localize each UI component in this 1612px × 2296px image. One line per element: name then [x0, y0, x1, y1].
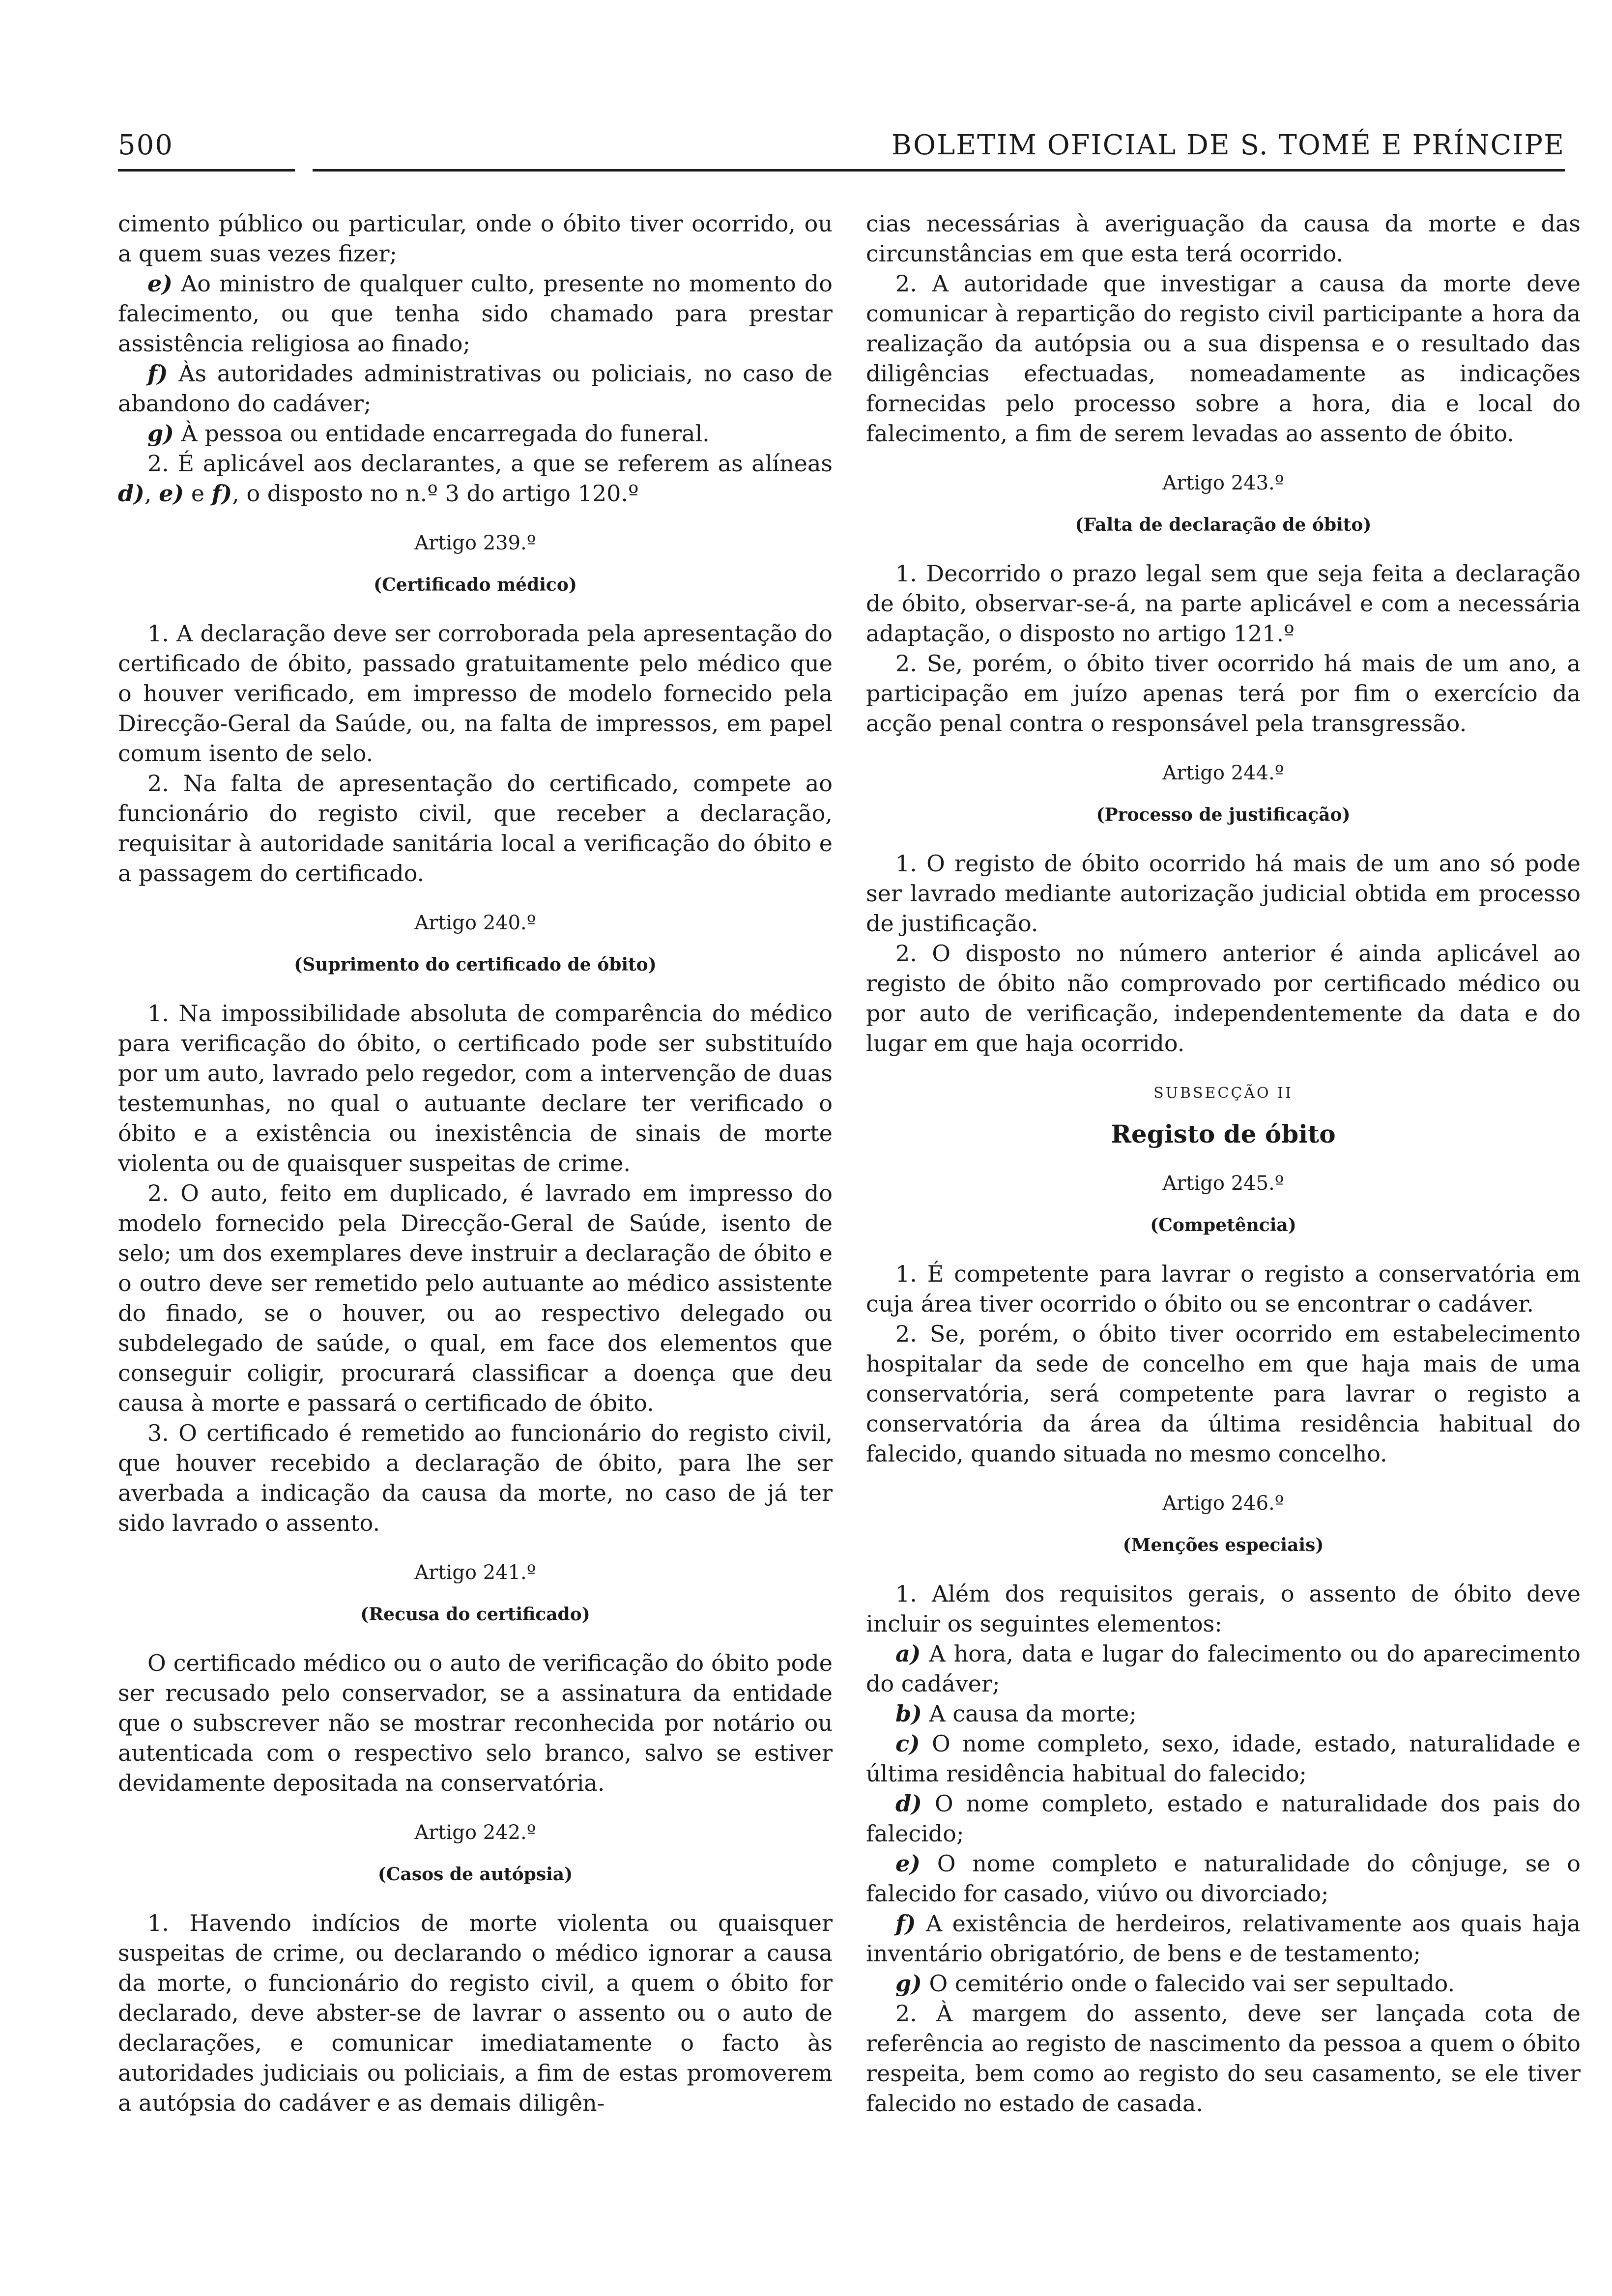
list-mark: c): [895, 1730, 920, 1757]
article-242-p2: 2. A autoridade que investigar a causa da morte deve comunicar à repartição do registo civil participante a hora da realização da autópsia ou a sua dispensa e o resultado das diligências efectuadas, nomeadamente as indicações fornecidas pelo processo sobre a hora, dia e local do falecimento, a fim de serem levadas ao assento de óbito.: [866, 270, 1581, 447]
list-mark: b): [895, 1700, 922, 1727]
list-text: O cemitério onde o falecido vai ser sepultado.: [921, 1970, 1455, 1997]
continued-paragraph-right: cias necessárias à averiguação da causa da morte e das circunstâncias em que esta terá ocorrido.: [866, 210, 1581, 267]
paragraph-2: [118, 449, 833, 509]
article-245-p2: 2. Se, porém, o óbito tiver ocorrido em estabelecimento hospitalar da sede de concelho em que haja mais de uma conservatória, será competente para lavrar o registo a conservatória da área da última residência habitual do falecido, quando situada no mesmo concelho.: [866, 1320, 1581, 1467]
list-item-f: [866, 1909, 1581, 1969]
list-mark: g): [895, 1970, 922, 1997]
list-text: A causa da morte;: [921, 1700, 1137, 1727]
article-240-title: (Suprimento do certificado de óbito): [294, 954, 657, 975]
article-246-p2: 2. À margem do assento, deve ser lançada cota de referência ao registo de nascimento da pessoa a quem o óbito respeita, bem como ao registo do seu casamento, se ele tiver falecido no estado de casada.: [866, 2000, 1581, 2117]
list-item-c: [866, 1729, 1581, 1789]
list-item-a: [866, 1639, 1581, 1699]
article-241-label: Artigo 241.º: [414, 1561, 536, 1584]
article-240-label: Artigo 240.º: [414, 912, 536, 934]
right-column: [866, 209, 1581, 2119]
list-mark: a): [895, 1640, 921, 1667]
item-e-text: Ao ministro de qualquer culto, presente no momento do falecimento, ou que tenha sido chamado para prestar assistência religiosa ao finado;: [118, 270, 833, 357]
article-246-label: Artigo 246.º: [1162, 1492, 1284, 1515]
continued-paragraph: cimento público ou particular, onde o óbito tiver ocorrido, ou a quem suas vezes fizer;: [118, 210, 833, 267]
p2-sep-2: e: [184, 480, 212, 507]
item-f-mark: f): [147, 360, 168, 387]
article-240-p1: 1. Na impossibilidade absoluta de comparência do médico para verificação do óbito, o certificado pode ser substituído por um auto, lavrado pelo regedor, com a intervenção de duas testemunhas, no qual o autuante declare ter verificado o óbito e a existência ou inexistência de sinais de morte violenta ou de quaisquer suspeitas de crime.: [118, 1000, 833, 1177]
item-f-text: Às autoridades administrativas ou policiais, no caso de abandono do cadáver;: [118, 360, 833, 417]
journal-title: BOLETIM OFICIAL DE S. TOMÉ E PRÍNCIPE: [891, 129, 1565, 161]
subsection-label: SUBSECÇÃO II: [1153, 1085, 1293, 1102]
item-g: [118, 419, 833, 449]
p2-mark-f: f): [211, 480, 232, 507]
article-242-title: (Casos de autópsia): [377, 1864, 573, 1885]
item-g-text: À pessoa ou entidade encarregada do funeral.: [173, 420, 710, 447]
header-rule-left: [118, 169, 295, 172]
item-f: [118, 359, 833, 419]
article-239-title: (Certificado médico): [374, 574, 577, 595]
header-rule-right: [313, 169, 1565, 172]
running-header: [118, 117, 1565, 161]
article-243-title: (Falta de declaração de óbito): [1075, 515, 1372, 535]
article-245-p1: 1. É competente para lavrar o registo a conservatória em cuja área tiver ocorrido o óbito ou se encontrar o cadáver.: [866, 1261, 1581, 1317]
p2-text-a: 2. É aplicável aos declarantes, a que se referem as alíneas: [147, 450, 833, 477]
article-243-label: Artigo 243.º: [1162, 472, 1284, 494]
list-text: O nome completo, sexo, idade, estado, naturalidade e última residência habitual do falecido;: [866, 1730, 1581, 1787]
list-item-d: [866, 1789, 1581, 1849]
article-243-p2: 2. Se, porém, o óbito tiver ocorrido há mais de um ano, a participação em juízo apenas terá por fim o exercício da acção penal contra o responsável pela transgressão.: [866, 650, 1581, 737]
list-text: A hora, data e lugar do falecimento ou do aparecimento do cadáver;: [866, 1640, 1581, 1697]
p2-sep-1: ,: [144, 480, 159, 507]
article-244-title: (Processo de justificação): [1096, 804, 1351, 825]
list-mark: f): [895, 1910, 916, 1937]
list-text: A existência de herdeiros, relativamente aos quais haja inventário obrigatório, de bens e de testamento;: [866, 1910, 1581, 1967]
article-246-p1: 1. Além dos requisitos gerais, o assento de óbito deve incluir os seguintes elementos:: [866, 1580, 1581, 1637]
p2-text-b: , o disposto no n.º 3 do artigo 120.º: [232, 480, 639, 507]
item-e: [118, 269, 833, 359]
article-241-p1: O certificado médico ou o auto de verificação do óbito pode ser recusado pelo conservador, se a assinatura da entidade que o subscrever não se mostrar reconhecida por notário ou autenticada com o respectivo selo branco, salvo se estiver devidamente depositada na conservatória.: [118, 1650, 833, 1796]
article-241-title: (Recusa do certificado): [360, 1604, 590, 1625]
page-number: 500: [118, 129, 173, 161]
list-item-e: [866, 1849, 1581, 1909]
article-245-label: Artigo 245.º: [1162, 1172, 1284, 1195]
p2-mark-d: d): [118, 480, 144, 507]
left-column: [118, 209, 833, 2118]
list-text: O nome completo e naturalidade do cônjuge, se o falecido for casado, viúvo ou divorciado;: [866, 1850, 1581, 1907]
list-mark: e): [895, 1850, 921, 1877]
article-242-p1: 1. Havendo indícios de morte violenta ou quaisquer suspeitas de crime, ou declarando o médico ignorar a causa da morte, o funcionário do registo civil, a quem o óbito for declarado, deve abster-se de lavrar o assento ou o auto de declarações, e comunicar imediatamente o facto às autoridades judiciais ou policiais, a fim de estas promoverem a autópsia do cadáver e as demais diligên-: [118, 1910, 833, 2116]
item-g-mark: g): [147, 420, 174, 447]
list-mark: d): [895, 1790, 922, 1817]
list-item-g: [866, 1969, 1581, 1999]
article-244-label: Artigo 244.º: [1162, 762, 1284, 784]
list-item-b: [866, 1699, 1581, 1729]
article-239-p2: 2. Na falta de apresentação do certificado, compete ao funcionário do registo civil, que receber a declaração, requisitar à autoridade sanitária local a verificação do óbito e a passagem do certificado.: [118, 770, 833, 887]
article-244-p2: 2. O disposto no número anterior é ainda aplicável ao registo de óbito não comprovado por certificado médico ou por auto de verificação, independentemente da data e do lugar em que haja ocorrido.: [866, 940, 1581, 1057]
article-245-title: (Competência): [1150, 1215, 1296, 1235]
section-title: Registo de óbito: [1111, 1119, 1336, 1148]
article-239-p1: 1. A declaração deve ser corroborada pela apresentação do certificado de óbito, passado gratuitamente pelo médico que o houver verificado, em impresso de modelo fornecido pela Direcção-Geral da Saúde, ou, na falta de impressos, em papel comum isento de selo.: [118, 620, 833, 767]
list-text: O nome completo, estado e naturalidade dos pais do falecido;: [866, 1790, 1581, 1847]
item-e-mark: e): [147, 270, 173, 297]
article-240-p3: 3. O certificado é remetido ao funcionário do registo civil, que houver recebido a declaração de óbito, para lhe ser averbada a indicação da causa da morte, no caso de já ter sido lavrado o assento.: [118, 1420, 833, 1536]
p2-mark-e: e): [159, 480, 184, 507]
article-243-p1: 1. Decorrido o prazo legal sem que seja feita a declaração de óbito, observar-se-á, na parte aplicável e com a necessária adaptação, o disposto no artigo 121.º: [866, 560, 1581, 647]
article-239-label: Artigo 239.º: [414, 532, 536, 554]
article-246-title: (Menções especiais): [1123, 1535, 1324, 1555]
article-244-p1: 1. O registo de óbito ocorrido há mais de um ano só pode ser lavrado mediante autorização judicial obtida em processo de justificação.: [866, 850, 1581, 937]
article-240-p2: 2. O auto, feito em duplicado, é lavrado em impresso do modelo fornecido pela Direcção-Geral de Saúde, isento de selo; um dos exemplares deve instruir a declaração de óbito e o outro deve ser remetido pelo autuante ao médico assistente do finado, se o houver, ou ao respectivo delegado ou subdelegado de saúde, o qual, em face dos elementos que conseguir coligir, procurará classificar a doença que deu causa à morte e passará o certificado de óbito.: [118, 1180, 833, 1416]
article-242-label: Artigo 242.º: [414, 1821, 536, 1844]
